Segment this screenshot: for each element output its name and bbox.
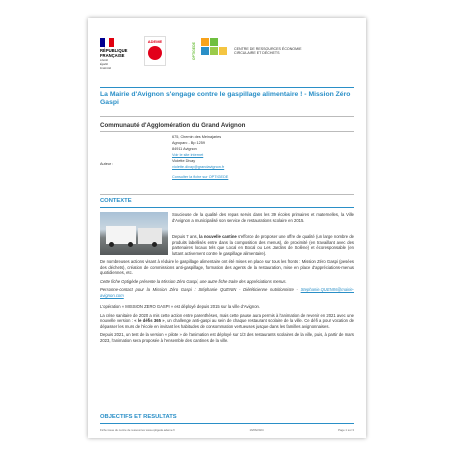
author-address-1: 675, Chemin des Meinajaries [172,135,222,139]
bold-text: « le défis 365 » [134,318,165,323]
rf-motto-2: Égalité [100,63,108,67]
paragraph: L'opération « MISSION ZERO GASPI » est déployé depuis 2015 sur la ville d'Avignon. [100,304,261,309]
italic-paragraph: Cette fiche Optigède présente la Mission Zéro Gaspi, une autre fiche traite des appréciations menus. [100,278,287,284]
centre-line-1: CENTRE DE RESSOURCES ÉCONOMIE [234,47,302,51]
section-heading-contexte: CONTEXTE [100,198,132,204]
rf-motto-3: Fraternité [100,67,112,71]
text: Personne-contact pour la Mission Zéro Gaspi : Stéphanie QUENIN - Diététicienne nutritionniste - [100,287,301,292]
page-title: La Mairie d'Avignon s'engage contre le gaspillage alimentaire ! - Mission Zéro Gaspi [100,91,351,107]
author-address-2: Agroparc - Bp 1259 [172,141,205,145]
paragraph [172,234,354,256]
paragraph: De nombreuses actions visant à réduire le gaspillage alimentaire ont été mises en place sur tous les fronts : Mission Zéro Gaspi (pesées des déchets), création de commissions anti-gaspillage, formation des agents de la restauration, mise en place d'appréciations-menus quotidiennes, etc. [100,259,354,275]
centre-line-2: CIRCULAIRE ET DÉCHETS [234,51,280,56]
contexte-body [100,234,354,346]
section-underline [100,423,354,424]
optigede-logo [192,38,228,66]
ademe-logo [144,36,166,66]
text: Depuis 7 ans, [172,234,200,239]
text: La crise sanitaire de 2020 a mis cette action entre parenthèses, mais cette pause aura permis à l'animation de revenir en 2021 avec une nouvelle version : [100,312,354,323]
bold-text: la nouvelle cantine [199,234,237,239]
website-link[interactable]: Voir le site internet [172,153,204,157]
rf-line-1: RÉPUBLIQUE [100,48,128,53]
divider [100,194,354,195]
contact-paragraph [100,287,354,298]
ademe-circle-icon [148,46,162,60]
rf-line-2: FRANÇAISE [100,52,125,58]
title-bar [100,87,354,108]
footer-page: Page 1 sur 3 [338,428,354,432]
paragraph: Soucieuse de la qualité des repas servis dans les 39 écoles primaires et maternelles, la Ville d'Avignon a municipalisé son service de restaurations scolaire en 2015. [172,212,354,223]
divider [100,116,354,117]
contexte-intro-column [172,212,354,226]
optigede-square-icon [210,38,218,46]
document-page [88,18,366,438]
author-name: Communauté d'Agglomération du Grand Avignon [100,122,246,129]
optigede-square-icon [201,47,209,55]
footer-date: 16/06/2024 [249,428,264,432]
contact-email-link[interactable]: violette.divay@grandavignon.fr [172,165,225,169]
republique-francaise-logo [100,38,134,70]
consult-optigede-link[interactable]: Consulter la fiche sur OPTIGEDE [172,175,229,179]
page-footer [100,428,354,432]
section-heading-objectifs: OBJECTIFS ET RESULTATS [100,414,177,420]
text: , un challenge anti-gaspi au sein de chaque restaurant scolaire de la ville. Ce défi a pour vocation de dépasser les murs de l'école en invitant les habitudes de consommation vertueuses jusque dans les familles avignonnaises. [100,318,354,329]
author-label: Auteur : [100,162,114,166]
optigede-square-icon [219,47,227,55]
divider [100,131,354,132]
footer-source: Fiche issue du centre de ressources www.optigede.ademe.fr [100,428,175,432]
contact-name: Violette Divay [172,159,196,163]
paragraph: Depuis 2021, un test de la version « pilote » de l'animation est déployé sur 1/3 des restaurants scolaires de la ville, puis, à partir de mars 2023, l'animation sera proposée à l'ensemble des cantines de la ville. [100,332,354,343]
author-address-3: 84911 Avignon [172,147,197,151]
optigede-label: OPTIGEDE [192,42,196,61]
paragraph [100,313,354,330]
flag-icon [100,38,114,47]
ademe-label: ADEME [147,39,163,44]
document-header [88,18,366,74]
section-underline [100,207,354,208]
text: s'efforce de proposer une offre de qualité (un large nombre de produits labellisés entre dans la composition des menus), de proximité (en travaillant avec des partenaires locaux tels que Local en Bocal ou Les Jardins de Solène) et écoresponsable (en luttant activement contre le gaspillage alimentaire). [172,234,354,256]
author-details [172,134,228,180]
optigede-square-icon [210,47,218,55]
rf-motto-1: Liberté [100,59,108,63]
centre-ressources-label [234,47,304,56]
optigede-square-icon [201,38,209,46]
contact-email-link[interactable]: Stephanie.QUENIN@mairie-avignon.com [100,287,354,298]
